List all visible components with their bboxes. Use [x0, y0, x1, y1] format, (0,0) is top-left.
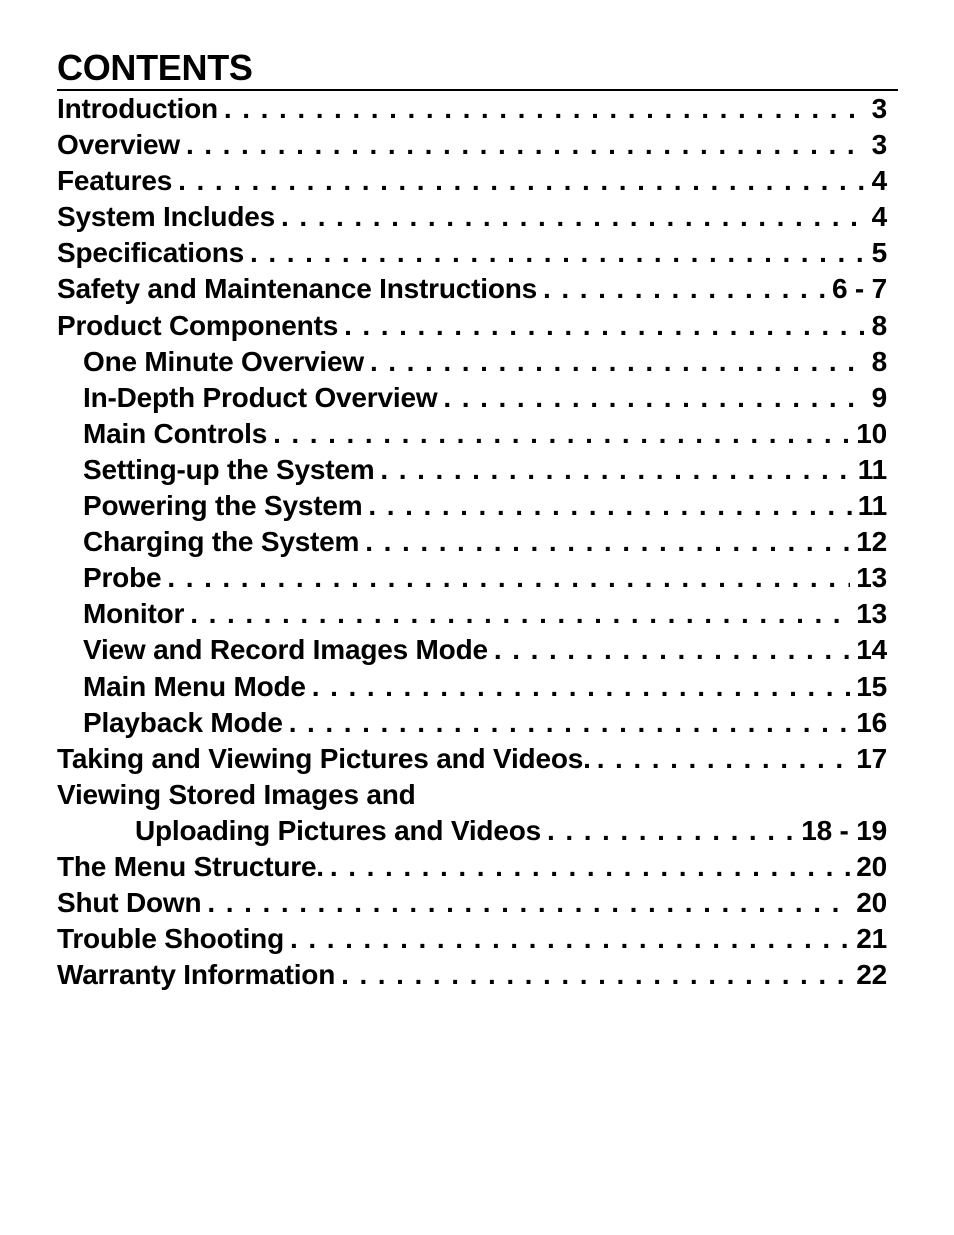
dot-leader	[224, 91, 866, 127]
toc-entry	[57, 271, 887, 307]
toc-entry-label: Monitor	[83, 598, 185, 630]
toc-entry	[57, 885, 887, 921]
page-title: CONTENTS	[57, 47, 253, 88]
toc-entry-page: 4	[871, 201, 887, 233]
dot-leader	[344, 308, 866, 344]
toc-entry-label: Safety and Maintenance Instructions	[57, 273, 537, 305]
dot-leader	[167, 560, 850, 596]
dot-leader	[290, 921, 850, 957]
toc-entry-label: Playback Mode	[83, 706, 283, 738]
dot-leader	[547, 813, 795, 849]
toc-entry-page: 5	[871, 237, 887, 269]
dot-leader	[273, 416, 850, 452]
toc-entry-label: Introduction	[57, 93, 218, 124]
dot-leader	[370, 344, 866, 380]
dot-leader	[368, 488, 851, 524]
toc-entry-label: Specifications	[57, 237, 245, 269]
toc-entry-label: In-Depth Product Overview	[83, 381, 438, 413]
dot-leader	[330, 849, 850, 885]
toc-entry	[57, 488, 887, 524]
toc-entry-label: Product Components	[57, 309, 339, 341]
toc-entry-page: 13	[856, 598, 887, 630]
dot-leader	[443, 380, 865, 416]
toc-entry-page: 20	[856, 887, 887, 919]
toc-entry-label: Main Menu Mode	[83, 670, 306, 702]
toc-entry	[57, 741, 887, 777]
toc-entry-label: Viewing Stored Images and	[57, 778, 416, 810]
toc-entry-page: 21	[856, 923, 887, 955]
dot-leader	[190, 596, 850, 632]
dot-leader	[380, 452, 851, 488]
toc-entry-page: 11	[857, 453, 887, 485]
toc-entry	[57, 669, 887, 705]
dot-leader	[597, 741, 851, 777]
toc-entry	[57, 308, 887, 344]
toc-entry-page: 15	[856, 670, 887, 702]
toc-entry-label: Powering the System	[83, 490, 363, 522]
toc-entry-label: Taking and Viewing Pictures and Videos.	[57, 742, 591, 774]
dot-leader	[250, 235, 866, 271]
toc-entry	[57, 777, 887, 813]
toc-entry	[57, 849, 887, 885]
toc-entry-page: 3	[871, 129, 887, 161]
dot-leader	[543, 271, 826, 307]
toc-entry-page: 18 - 19	[801, 814, 887, 846]
dot-leader	[312, 669, 851, 705]
toc-entry-label: Overview	[57, 129, 180, 161]
toc-entry	[57, 560, 887, 596]
toc-entry	[57, 921, 887, 957]
toc-entry-page: 20	[856, 850, 887, 882]
toc-entry-page: 13	[856, 562, 887, 594]
dot-leader	[365, 524, 850, 560]
toc-entry-label: Setting-up the System	[83, 453, 375, 485]
toc-entry-label: Shut Down	[57, 887, 202, 919]
toc-entry-page: 17	[856, 742, 887, 774]
toc-entry-page: 8	[871, 309, 887, 341]
toc-entry-page: 6 - 7	[831, 273, 887, 305]
toc-entry-page: 3	[871, 93, 887, 124]
toc-entry-page: 16	[856, 706, 887, 738]
toc-entry-page: 12	[856, 526, 887, 558]
toc-entry	[57, 957, 887, 993]
dot-leader	[186, 127, 866, 163]
toc-entry-page: 8	[871, 345, 887, 377]
toc-entry	[57, 524, 887, 560]
toc-entry-page: 22	[856, 959, 887, 991]
toc-entry-label: The Menu Structure.	[57, 850, 324, 882]
toc-entry-label: Uploading Pictures and Videos	[135, 814, 541, 846]
toc-entry-label: Warranty Information	[57, 959, 336, 991]
dot-leader	[341, 957, 850, 993]
toc-entry	[57, 235, 887, 271]
toc-entry	[57, 813, 887, 849]
toc-entry-page: 14	[856, 634, 887, 666]
toc-entry	[57, 705, 887, 741]
toc-entry	[57, 91, 887, 127]
toc-entry	[57, 199, 887, 235]
dot-leader	[178, 163, 866, 199]
toc-entry-page: 4	[871, 165, 887, 197]
toc-entry-label: Features	[57, 165, 173, 197]
toc-entry-label: System Includes	[57, 201, 275, 233]
toc-entry	[57, 380, 887, 416]
toc-entry	[57, 596, 887, 632]
toc-entry-page: 9	[871, 381, 887, 413]
dot-leader	[494, 632, 850, 668]
table-of-contents	[57, 91, 887, 993]
toc-entry-page: 11	[857, 490, 887, 522]
toc-entry-page: 10	[856, 417, 887, 449]
contents-page	[57, 48, 898, 993]
toc-entry	[57, 163, 887, 199]
toc-entry-label: Charging the System	[83, 526, 360, 558]
dot-leader	[281, 199, 866, 235]
toc-entry-label: One Minute Overview	[83, 345, 364, 377]
toc-entry-label: Main Controls	[83, 417, 268, 449]
toc-entry	[57, 632, 887, 668]
dot-leader	[207, 885, 850, 921]
toc-entry	[57, 452, 887, 488]
toc-entry-label: Probe	[83, 562, 162, 594]
toc-entry-label: View and Record Images Mode	[83, 634, 488, 666]
toc-entry	[57, 344, 887, 380]
toc-entry	[57, 416, 887, 452]
toc-entry-label: Trouble Shooting	[57, 923, 284, 955]
dot-leader	[289, 705, 851, 741]
toc-entry	[57, 127, 887, 163]
